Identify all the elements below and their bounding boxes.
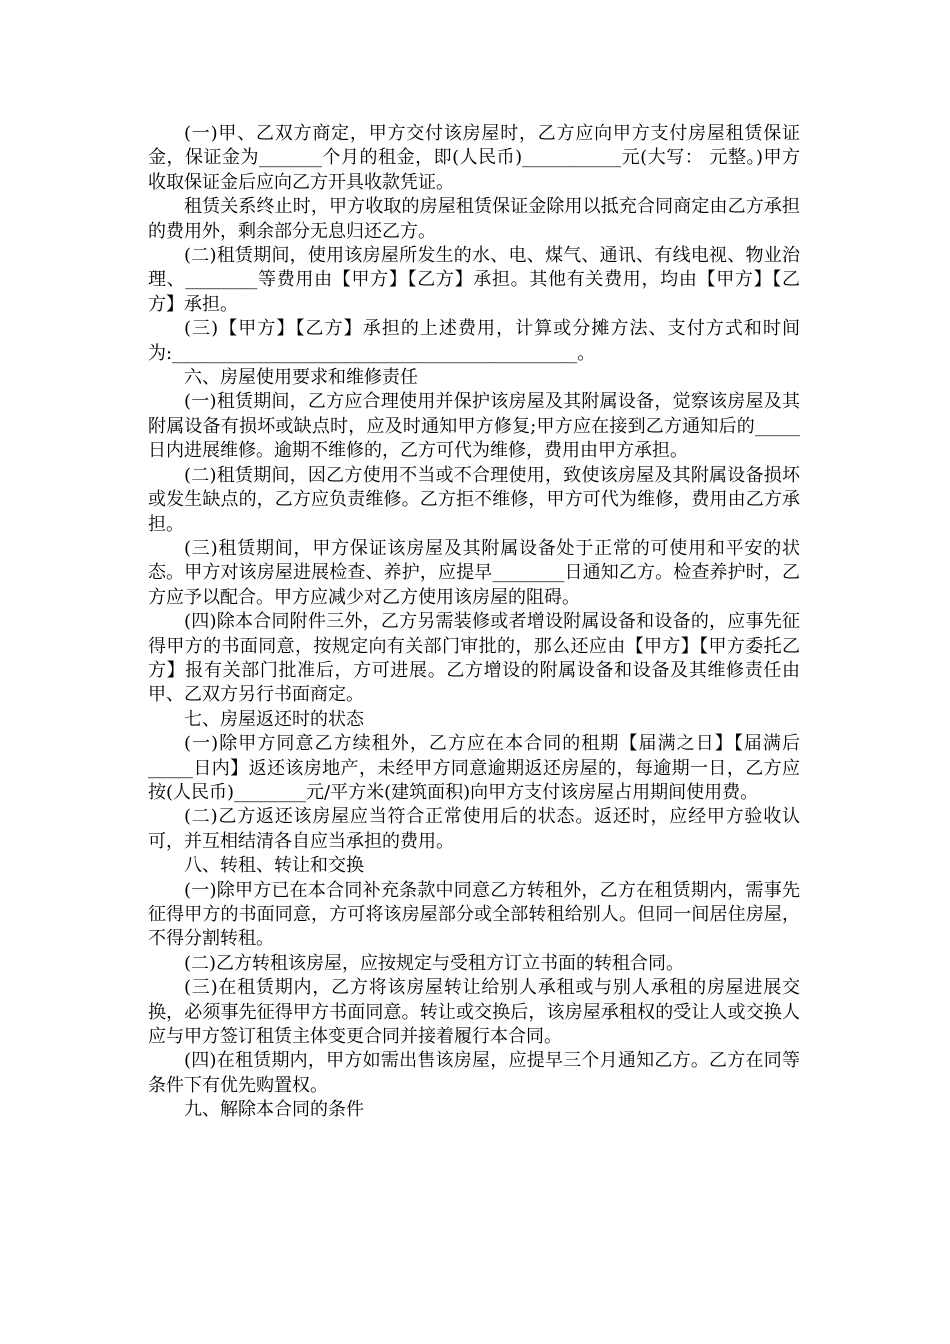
paragraph-repair-landlord: (一)租赁期间，乙方应合理使用并保护该房屋及其附属设备，觉察该房屋及其附属设备有损坏或缺点时，应及时通知甲方修复;甲方应在接到乙方通知后的_____日内进展维修。逾期不维修的，乙方可代为维修，费用由甲方承担。	[148, 391, 800, 462]
paragraph-renovation: (四)除本合同附件三外，乙方另需装修或者增设附属设备和设备的，应事先征得甲方的书面同意，按规定向有关部门审批的，那么还应由【甲方】【甲方委托乙方】报有关部门批准后，方可进展。乙方增设的附属设备和设备及其维修责任由甲、乙双方另行书面商定。	[148, 611, 800, 706]
section-heading-9: 九、解除本合同的条件	[184, 1099, 364, 1121]
paragraph-repair-tenant: (二)租赁期间，因乙方使用不当或不合理使用，致使该房屋及其附属设备损坏或发生缺点的，乙方应负责维修。乙方拒不维修，甲方可代为维修，费用由乙方承担。	[148, 464, 800, 535]
paragraph-inspection: (三)租赁期间，甲方保证该房屋及其附属设备处于正常的可使用和平安的状态。甲方对该房屋进展检查、养护，应提早________日通知乙方。检查养护时，乙方应予以配合。甲方应减少对乙方使用该房屋的阻碍。	[148, 537, 800, 608]
paragraph-deposit-return: 租赁关系终止时，甲方收取的房屋租赁保证金除用以抵充合同商定由乙方承担的费用外，剩余部分无息归还乙方。	[148, 196, 800, 242]
paragraph-sublease-contract: (二)乙方转租该房屋，应按规定与受租方订立书面的转租合同。	[184, 952, 685, 974]
paragraph-utilities: (二)租赁期间，使用该房屋所发生的水、电、煤气、通讯、有线电视、物业治理、________等费用由【甲方】【乙方】承担。其他有关费用，均由【甲方】【乙方】承担。	[148, 245, 800, 315]
paragraph-preemptive-right: (四)在租赁期内，甲方如需出售该房屋，应提早三个月通知乙方。乙方在同等条件下有优先购置权。	[148, 1050, 800, 1096]
document-body	[148, 122, 800, 1123]
paragraph-deposit: (一)甲、乙双方商定，甲方交付该房屋时，乙方应向甲方支付房屋租赁保证金，保证金为_______个月的租金，即(人民币)___________元(大写： 元整。)甲方收取保证金后应向乙方开具收款凭证。	[148, 123, 800, 193]
section-heading-7: 七、房屋返还时的状态	[184, 708, 364, 730]
paragraph-sublease-consent: (一)除甲方已在本合同补充条款中同意乙方转租外，乙方在租赁期内，需事先征得甲方的书面同意，方可将该房屋部分或全部转租给别人。但同一间居住房屋，不得分割转租。	[148, 879, 800, 950]
section-heading-8: 八、转租、转让和交换	[184, 855, 364, 877]
paragraph-transfer-exchange: (三)在租赁期内，乙方将该房屋转让给别人承租或与别人承租的房屋进展交换，必须事先征得甲方书面同意。转让或交换后，该房屋承租权的受让人或交换人应与甲方签订租赁主体变更合同并接着履行本合同。	[148, 977, 800, 1048]
paragraph-return-state: (二)乙方返还该房屋应当符合正常使用后的状态。返还时，应经甲方验收认可，并互相结清各自应当承担的费用。	[148, 806, 800, 852]
section-heading-6: 六、房屋使用要求和维修责任	[184, 367, 418, 389]
paragraph-fee-calculation: (三)【甲方】【乙方】承担的上述费用，计算或分摊方法、支付方式和时间为:_____________________________________________。	[148, 318, 800, 364]
paragraph-return-time: (一)除甲方同意乙方续租外，乙方应在本合同的租期【届满之日】【届满后_____日内】返还该房地产，未经甲方同意逾期返还房屋的，每逾期一日，乙方应按(人民币)________元/平方米(建筑面积)向甲方支付该房屋占用期间使用费。	[148, 733, 800, 803]
